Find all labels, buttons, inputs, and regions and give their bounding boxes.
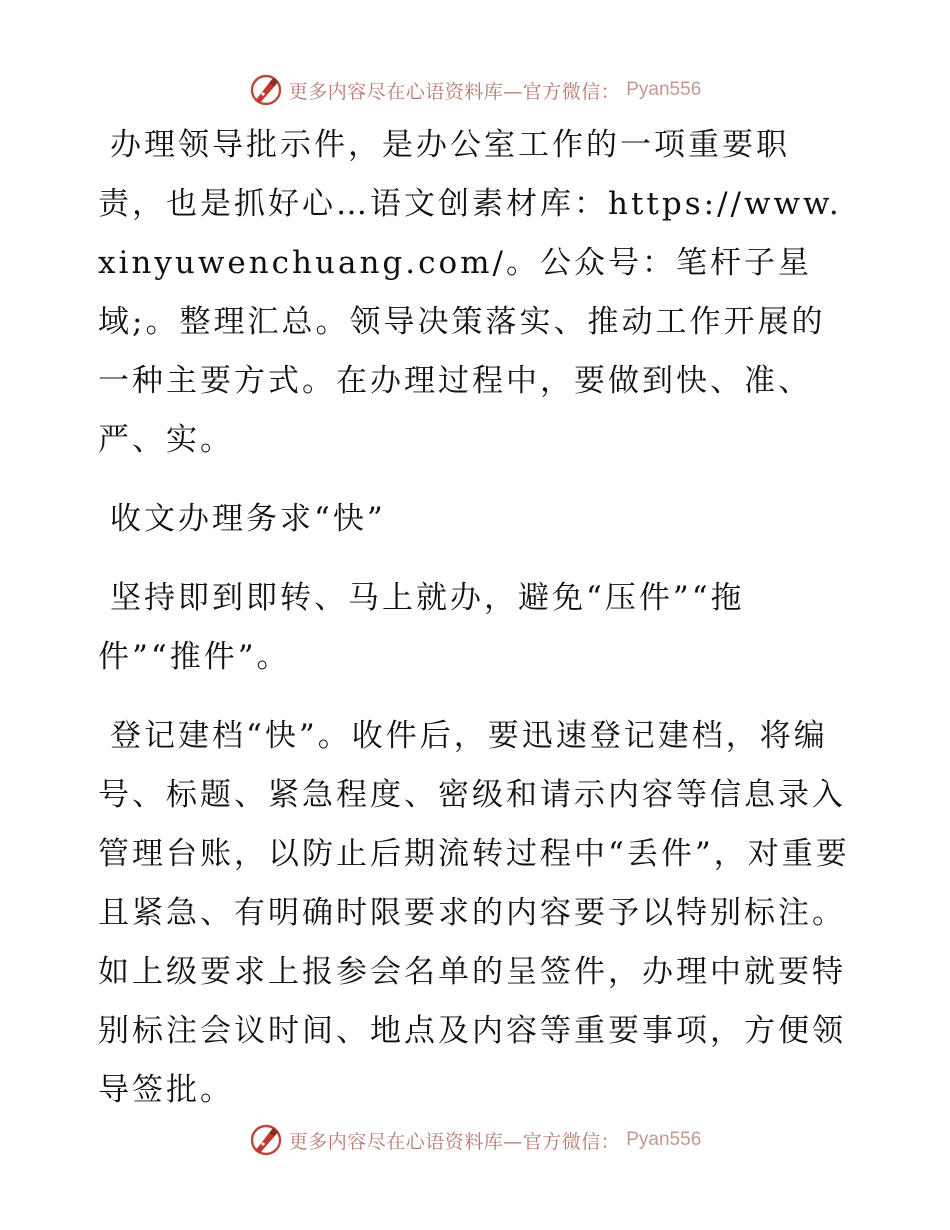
- pen-nib-logo-icon: [249, 73, 283, 107]
- banner-text: 更多内容尽在心语资料库—官方微信：: [288, 80, 621, 103]
- banner-account-id: Pyan556: [626, 79, 702, 100]
- banner-account-id: Pyan556: [626, 1129, 702, 1150]
- pen-nib-logo-icon: [249, 1123, 283, 1157]
- section-heading: 收文办理务求“快”: [110, 501, 386, 537]
- footer-watermark-banner: [0, 1118, 950, 1162]
- paragraph: 办理领导批示件，是办公室工作的一项重要职责，也是抓好心…语文创素材库：https://www.xinyuwenchuang.com/。公众号：笔杆子星域;。整理汇总。领导决策落实、推动工作开展的一种主要方式。在办理过程中，要做到快、准、严、实。: [98, 127, 842, 458]
- document-body: [98, 116, 850, 1140]
- header-watermark-banner: [0, 68, 950, 112]
- paragraph: 登记建档“快”。收件后，要迅速登记建档，将编号、标题、紧急程度、密级和请示内容等信息录入管理台账，以防止后期流转过程中“丢件”，对重要且紧急、有明确时限要求的内容要予以特别标注。如上级要求上报参会名单的呈签件，办理中就要特别标注会议时间、地点及内容等重要事项，方便领导签批。: [98, 718, 850, 1108]
- paragraph: 坚持即到即转、马上就办，避免“压件”“拖件”“推件”。: [98, 580, 745, 675]
- banner-text: 更多内容尽在心语资料库—官方微信：: [288, 1130, 621, 1153]
